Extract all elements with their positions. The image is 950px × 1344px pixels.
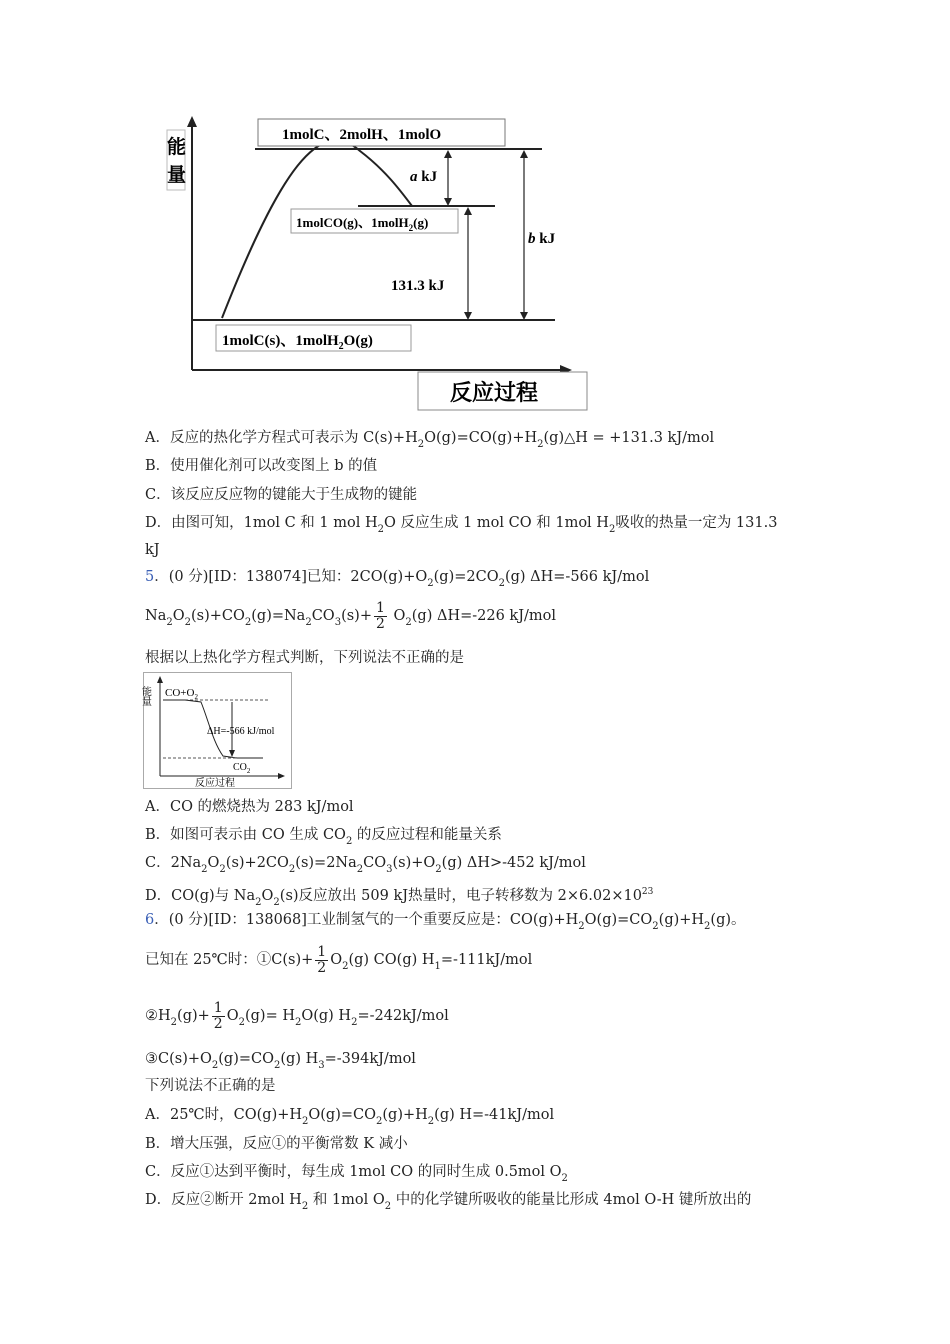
bottom-box-sub: 2 bbox=[338, 341, 344, 352]
fraction-half: $\frac{1}{2}$ bbox=[375, 599, 385, 632]
svg-text:CO2: $CO_2$ bbox=[233, 762, 251, 775]
q6-option-d: D．反应②断开 2mol $H_2$ 和 1mol $O_2$ 中的化学键所吸收的能量比形成 4mol O-H 键所放出的 bbox=[145, 1192, 752, 1212]
b-label: b bbox=[528, 231, 536, 247]
svg-text:b kJ bbox=[528, 231, 556, 247]
q6-reaction-3: $③C(s)+O_2(g)=CO_2(g)$ $H_3=-394kJ$/mol bbox=[145, 1051, 416, 1071]
svg-text:a kJ bbox=[410, 169, 438, 185]
q6-stem: 6．(0 分)[ID：138068]工业制氢气的一个重要反应是：$CO(g)+H_2O(g)=CO_2(g)+H_2(g)$。 bbox=[145, 912, 746, 932]
q5-option-a: A．CO 的燃烧热为 283 kJ/mol bbox=[145, 799, 354, 815]
q4-option-b: B．使用催化剂可以改变图上 b 的值 bbox=[145, 458, 378, 474]
q6-reaction-1: 已知在 25℃时：①C(s)+ $\frac{1}{2}$ $O_2(g)$ CO(g) $H_1=-111kJ$/mol bbox=[145, 943, 533, 976]
svg-text:CO+O2: $CO+O_2$ bbox=[165, 687, 198, 701]
mid-box-sub: 2 bbox=[408, 223, 414, 233]
q6-option-b: B．增大压强，反应①的平衡常数 K 减小 bbox=[145, 1136, 408, 1152]
q4-option-d: D．由图可知，1mol C 和 1 mol $H_2O$ 反应生成 1 mol CO 和 1mol $H_2$吸收的热量一定为 131.3 bbox=[145, 515, 778, 535]
diagram1-ylabel-1: 能 bbox=[167, 137, 187, 158]
q4-option-c: C．该反应反应物的键能大于生成物的键能 bbox=[145, 487, 418, 503]
q6-question: 下列说法不正确的是 bbox=[145, 1078, 276, 1094]
dh-label: 131.3 kJ bbox=[391, 278, 445, 294]
mid-box-tail: (g) bbox=[413, 215, 429, 230]
fig2-ylabel: 能量 bbox=[139, 686, 151, 706]
mid-box-label: 1molCO(g)、1molH bbox=[296, 215, 409, 230]
q5-option-b: B．如图可表示由 CO 生成 $CO_2$ 的反应过程和能量关系 bbox=[145, 827, 502, 847]
q5-option-c: C．$2Na_2O_2(s)+2CO_2(s)=2Na_2CO_3(s)+O_2(g)$ ΔH>-452 kJ/mol bbox=[145, 855, 586, 875]
a-label: a bbox=[410, 169, 418, 185]
q4-option-d-cont: kJ bbox=[145, 542, 160, 558]
fig2-xlabel: 反应过程 bbox=[195, 778, 235, 789]
energy-diagram-1 bbox=[0, 0, 950, 420]
a-unit: kJ bbox=[417, 169, 438, 185]
q5-option-d: D．CO(g)与 $Na_2O_2(s)$反应放出 509 kJ热量时，电子转移数为 $2\times 6.02\times 10^{23}$ bbox=[145, 887, 654, 908]
q5-number: 5 bbox=[145, 569, 155, 585]
q5-equation-2: $Na_2O_2(s)+CO_2(g)=Na_2CO_3(s)+$ $\frac{1}{2}$ $O_2(g)$ ΔH=-226 kJ/mol bbox=[145, 599, 557, 632]
x-axis-label: 反应过程 bbox=[450, 380, 539, 405]
q5-question: 根据以上热化学方程式判断，下列说法不正确的是 bbox=[145, 650, 464, 666]
fig2-dh: ΔH=-566 kJ/mol bbox=[207, 726, 275, 737]
q6-reaction-2: $②H_2(g)+$ $\frac{1}{2}$ $O_2(g)= H_2O(g)$ $H_2=-242kJ$/mol bbox=[145, 999, 449, 1032]
q6-option-c: C．反应①达到平衡时，每生成 1mol CO 的同时生成 0.5mol $O_2$ bbox=[145, 1164, 568, 1184]
q6-option-a: A．25℃时，$CO(g)+H_2O(g)=CO_2(g)+H_2(g)$ H=-41kJ/mol bbox=[145, 1107, 555, 1127]
top-box-label: 1molC、2molH、1molO bbox=[282, 127, 442, 143]
q6-number: 6 bbox=[145, 912, 155, 928]
diagram1-ylabel-2: 量 bbox=[167, 165, 187, 186]
bottom-box-label: 1molC(s)、1molH bbox=[222, 333, 339, 349]
q4-option-a: A．反应的热化学方程式可表示为 $C(s)+H_2O(g)=CO(g)+H_2(g)\triangle H = +131.3$ kJ/mol bbox=[145, 430, 715, 450]
b-unit: kJ bbox=[535, 231, 556, 247]
bottom-box-tail: O(g) bbox=[343, 333, 373, 349]
energy-diagram-2 bbox=[139, 672, 293, 790]
q5-stem: 5．(0 分)[ID：138074]已知：$2CO(g)+O_2(g)=2CO_2(g)$ ΔH=-566 kJ/mol bbox=[145, 569, 650, 589]
